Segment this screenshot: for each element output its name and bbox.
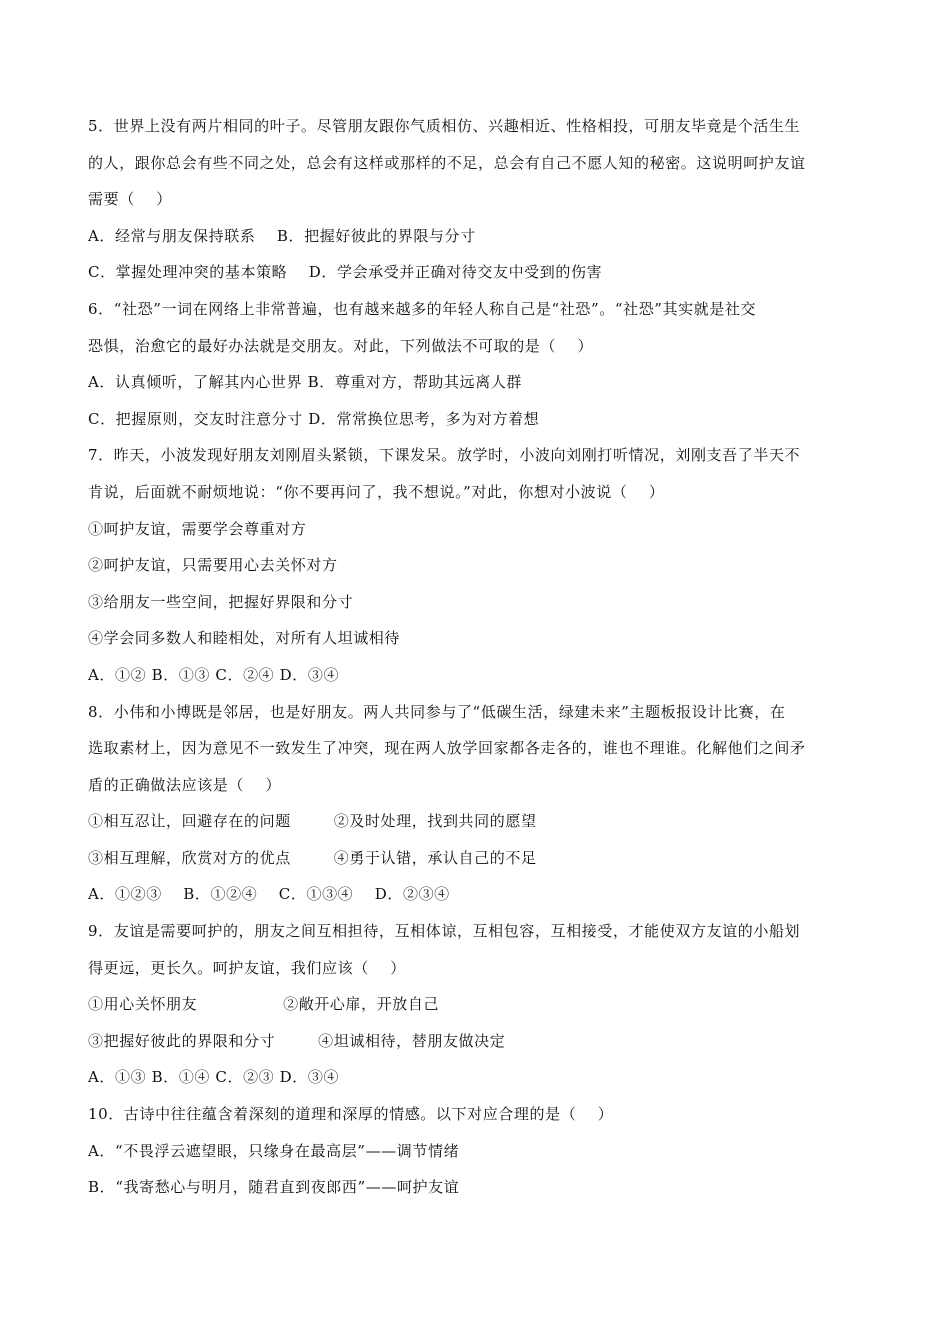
question-7: [88, 437, 878, 693]
statement-line: ③相互理解，欣赏对方的优点 ④勇于认错，承认自己的不足: [88, 848, 537, 867]
question-10: [88, 1096, 878, 1206]
question-stem-line: 得更远，更长久。呵护友谊，我们应该（ ）: [88, 958, 406, 977]
answer-option-line: C．掌握处理冲突的基本策略 D．学会承受并正确对待交友中受到的伤害: [88, 263, 603, 282]
answer-option-line: B．“我寄愁心与明月，随君直到夜郎西”——呵护友谊: [88, 1178, 460, 1197]
question-stem-line: 9．友谊是需要呵护的，朋友之间互相担待，互相体谅，互相包容，互相接受，才能使双方友谊的小船划: [88, 922, 801, 941]
question-9: [88, 913, 878, 1096]
question-stem-line: 肯说，后面就不耐烦地说：“你不要再问了，我不想说。”对此，你想对小波说（ ）: [88, 482, 665, 501]
question-stem-line: 选取素材上，因为意见不一致发生了冲突，现在两人放学回家都各走各的，谁也不理谁。化解他们之间矛: [88, 739, 806, 758]
answer-option-line: A．认真倾听，了解其内心世界 B．尊重对方，帮助其远离人群: [88, 373, 523, 392]
statement-line: ①用心关怀朋友 ②敞开心扉，开放自己: [88, 995, 440, 1014]
question-stem-line: 10．古诗中往往蕴含着深刻的道理和深厚的情感。以下对应合理的是（ ）: [88, 1105, 614, 1124]
answer-option-line: A．经常与朋友保持联系 B．把握好彼此的界限与分寸: [88, 226, 476, 245]
answer-option-line: A．①② B．①③ C．②④ D．③④: [88, 665, 340, 684]
statement-line: ②呵护友谊，只需要用心去关怀对方: [88, 556, 338, 575]
answer-option-line: A．①②③ B．①②④ C．①③④ D．②③④: [88, 885, 450, 904]
statement-line: ③给朋友一些空间，把握好界限和分寸: [88, 592, 354, 611]
question-5: [88, 108, 878, 291]
question-8: [88, 694, 878, 914]
answer-option-line: A．①③ B．①④ C．②③ D．③④: [88, 1068, 340, 1087]
answer-option-line: A．“不畏浮云遮望眼，只缘身在最高层”——调节情绪: [88, 1141, 460, 1160]
question-stem-line: 7．昨天，小波发现好朋友刘刚眉头紧锁，下课发呆。放学时，小波向刘刚打听情况，刘刚支吾了半天不: [88, 446, 801, 465]
statement-line: ③把握好彼此的界限和分寸 ④坦诚相待，替朋友做决定: [88, 1031, 506, 1050]
question-stem-line: 8．小伟和小博既是邻居，也是好朋友。两人共同参与了“低碳生活，绿建未来”主题板报设计比赛，在: [88, 702, 786, 721]
statement-line: ④学会同多数人和睦相处，对所有人坦诚相待: [88, 629, 401, 648]
answer-option-line: C．把握原则，交友时注意分寸 D．常常换位思考，多为对方着想: [88, 409, 540, 428]
question-stem-line: 盾的正确做法应该是（ ）: [88, 775, 282, 794]
statement-line: ①呵护友谊，需要学会尊重对方: [88, 519, 307, 538]
question-list: [88, 108, 878, 1206]
question-stem-line: 5．世界上没有两片相同的叶子。尽管朋友跟你气质相仿、兴趣相近、性格相投，可朋友毕竟是个活生生: [88, 117, 801, 135]
question-stem-line: 恐惧，治愈它的最好办法就是交朋友。对此，下列做法不可取的是（ ）: [88, 336, 594, 355]
question-stem-line: 6．“社恐”一词在网络上非常普遍，也有越来越多的年轻人称自己是“社恐”。“社恐”其实就是社交: [88, 299, 757, 318]
question-6: [88, 291, 878, 437]
question-stem-line: 的人，跟你总会有些不同之处，总会有这样或那样的不足，总会有自己不愿人知的秘密。这说明呵护友谊: [88, 153, 806, 172]
question-stem-line: 需要（ ）: [88, 190, 172, 209]
statement-line: ①相互忍让，回避存在的问题 ②及时处理，找到共同的愿望: [88, 812, 537, 831]
